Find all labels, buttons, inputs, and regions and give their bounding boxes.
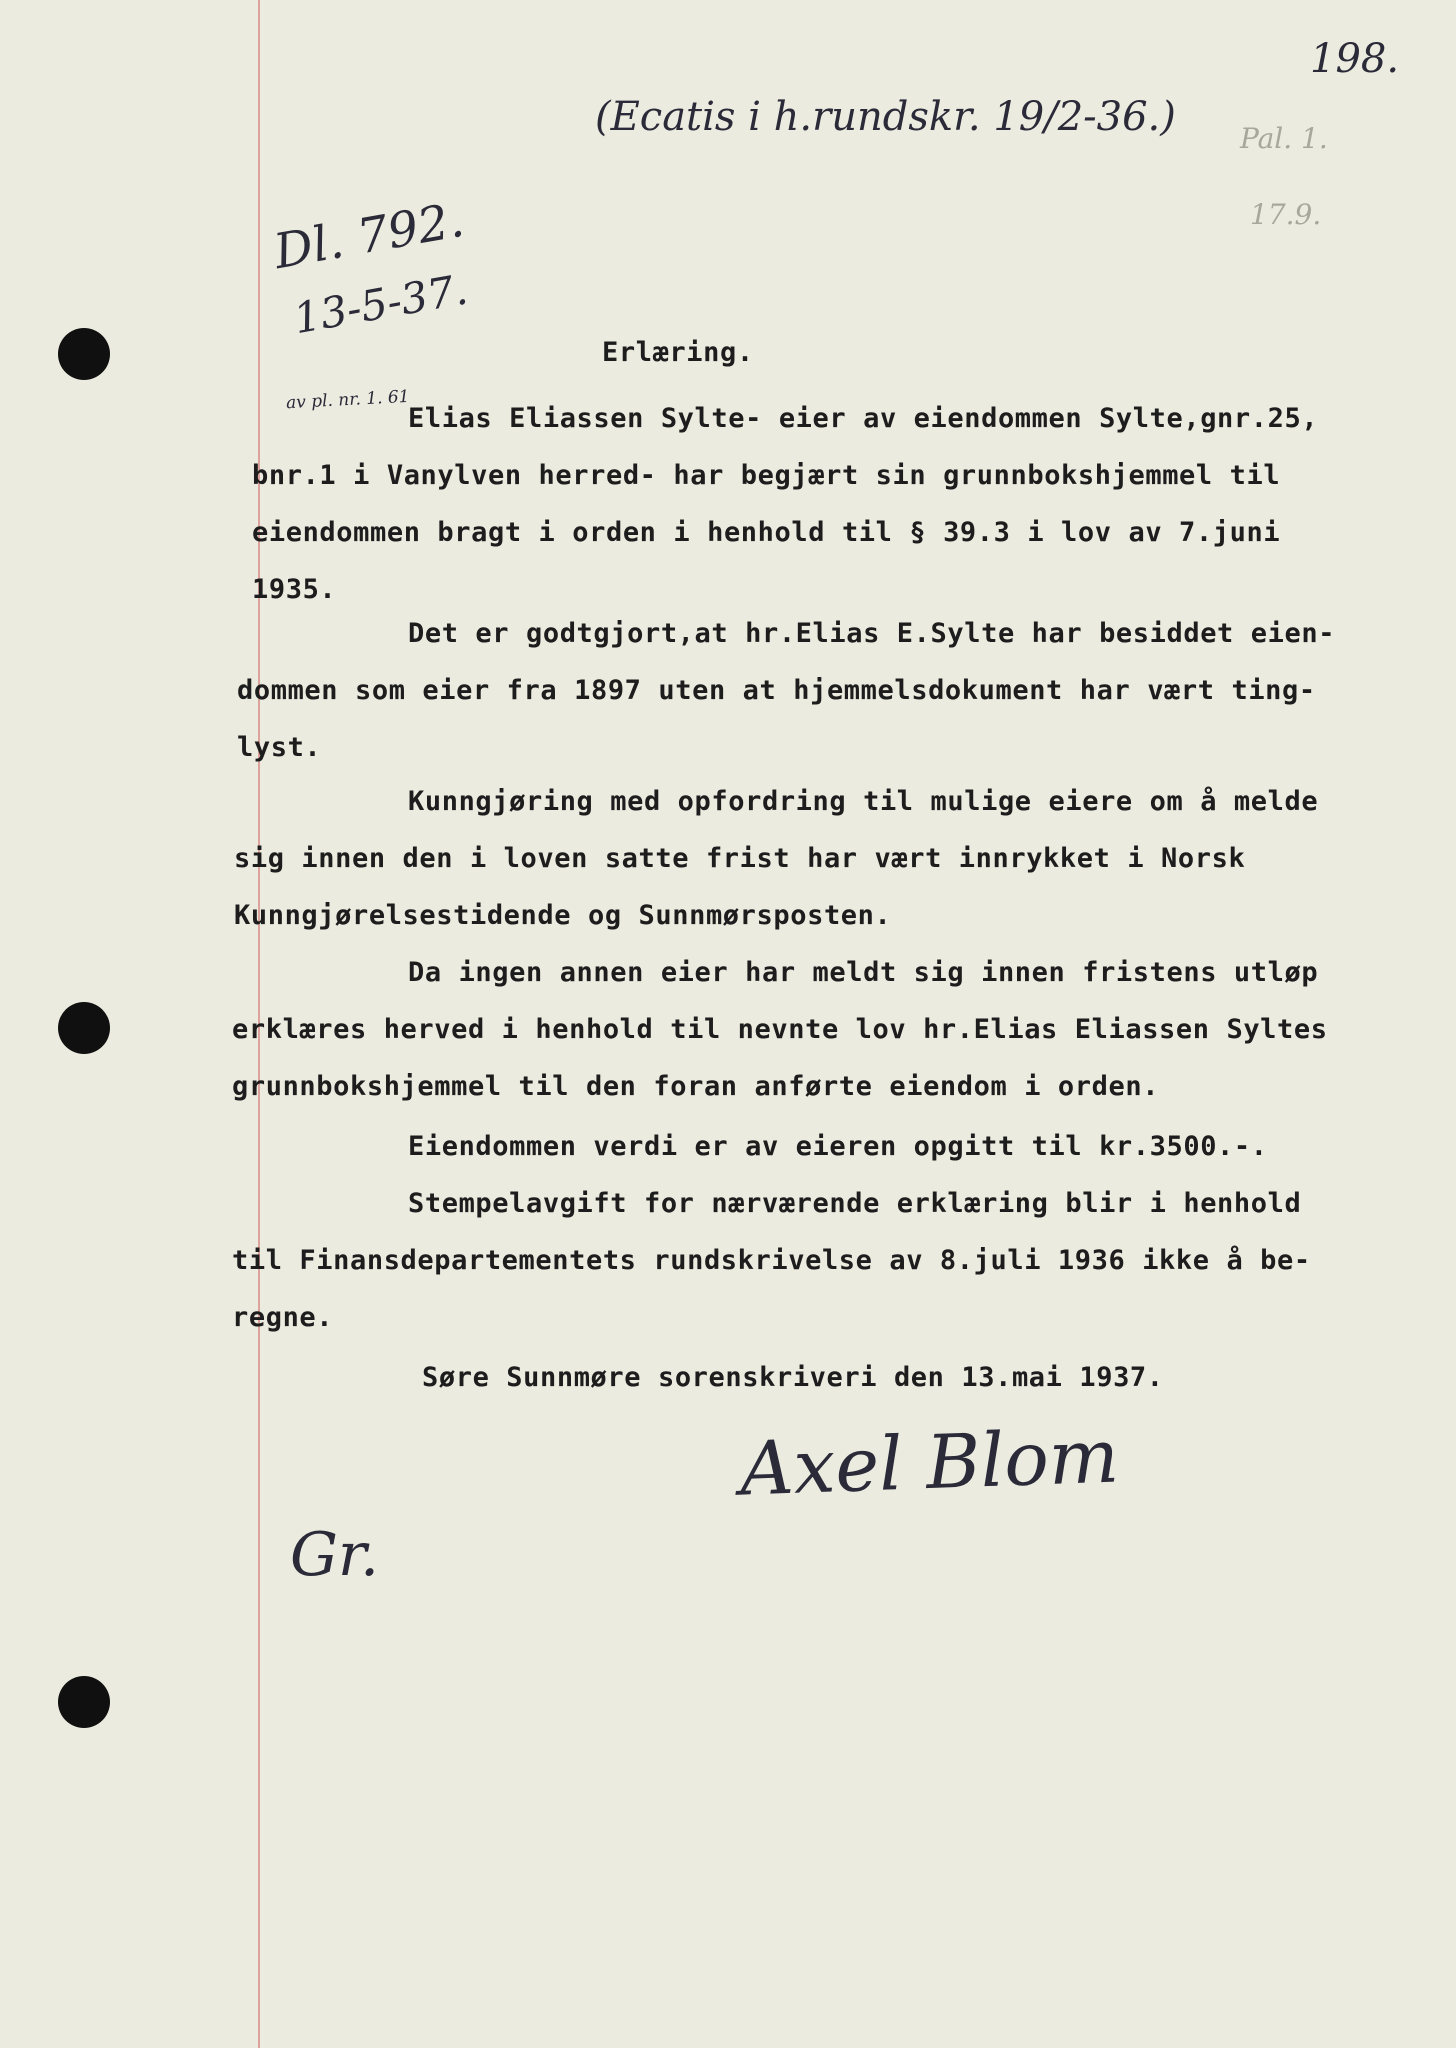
- page-number: 198.: [1310, 36, 1400, 82]
- body-line-10: Kunngjørelsestidende og Sunnmørsposten.: [234, 900, 892, 931]
- body-line-7: lyst.: [237, 732, 322, 763]
- punch-hole-top: [58, 328, 110, 380]
- body-line-14: Eiendommen verdi er av eieren opgitt til kr.3500.-.: [408, 1131, 1268, 1162]
- registration-number: Dl. 792.: [270, 191, 469, 281]
- body-line-8: Kunngjøring med opfordring til mulige eiere om å melde: [408, 786, 1319, 817]
- margin-annotation: av pl. nr. 1. 61: [285, 386, 410, 414]
- body-line-12: erklæres herved i henhold til nevnte lov hr.Elias Eliassen Syltes: [232, 1014, 1328, 1045]
- body-line-2: bnr.1 i Vanylven herred- har begjært sin grunnbokshjemmel til: [252, 460, 1281, 491]
- header-note: (Ecatis i h.rundskr. 19/2-36.): [595, 94, 1176, 140]
- punch-hole-middle: [58, 1002, 110, 1054]
- signature: Axel Blom: [738, 1413, 1121, 1513]
- registration-date: 13-5-37.: [290, 264, 472, 344]
- body-line-3: eiendommen bragt i orden i henhold til § 39.3 i lov av 7.juni: [252, 517, 1281, 548]
- body-line-13: grunnbokshjemmel til den foran anførte eiendom i orden.: [232, 1071, 1160, 1102]
- closing-line: Søre Sunnmøre sorenskriveri den 13.mai 1937.: [422, 1362, 1164, 1393]
- body-line-9: sig innen den i loven satte frist har vært innrykket i Norsk: [234, 843, 1246, 874]
- initials: Gr.: [290, 1520, 380, 1590]
- body-line-17: regne.: [232, 1302, 334, 1333]
- punch-hole-bottom: [58, 1676, 110, 1728]
- body-line-11: Da ingen annen eier har meldt sig innen fristens utløp: [408, 957, 1319, 988]
- body-line-5: Det er godtgjort,at hr.Elias E.Sylte har besiddet eien-: [408, 618, 1336, 649]
- body-line-4: 1935.: [252, 574, 337, 605]
- body-line-1: Elias Eliassen Sylte- eier av eiendommen Sylte,gnr.25,: [408, 403, 1319, 434]
- corner-note-1: Pal. 1.: [1240, 122, 1328, 155]
- corner-note-2: 17.9.: [1250, 198, 1322, 231]
- document-title: Erlæring.: [602, 337, 754, 368]
- body-line-6: dommen som eier fra 1897 uten at hjemmelsdokument har vært ting-: [237, 675, 1316, 706]
- body-line-15: Stempelavgift for nærværende erklæring blir i henhold: [408, 1188, 1302, 1219]
- body-line-16: til Finansdepartementets rundskrivelse av 8.juli 1936 ikke å be-: [232, 1245, 1311, 1276]
